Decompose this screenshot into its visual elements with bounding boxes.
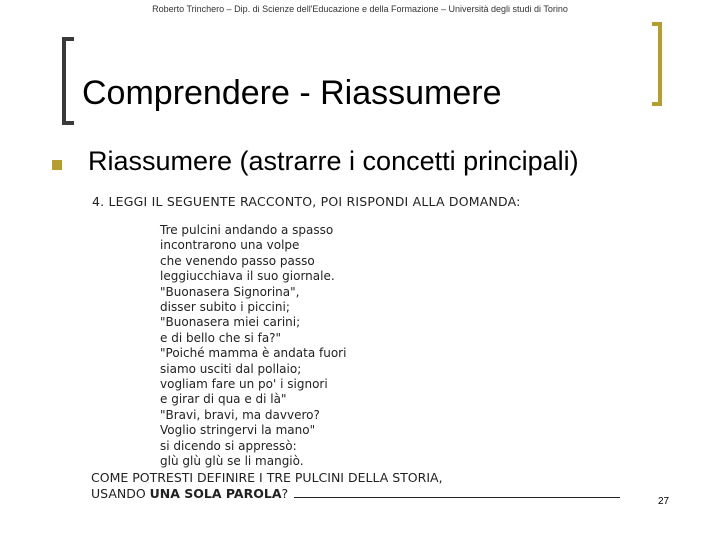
poem-line: si dicendo si appressò: [160, 438, 297, 453]
poem-line: "Poiché mamma è andata fuori [160, 346, 347, 361]
bullet-text: Riassumere (astrarre i concetti principali) [88, 146, 579, 176]
title-bracket-right [652, 22, 662, 106]
poem-line: "Buonasera Signorina", [160, 284, 300, 299]
answer-blank [294, 487, 620, 498]
question-emphasis: UNA SOLA PAROLA [149, 486, 282, 501]
poem-line: e di bello che si fa?" [160, 330, 282, 345]
poem-line: Tre pulcini andando a spasso [160, 223, 334, 237]
poem-line: e girar di qua e di là" [160, 392, 287, 407]
poem-line: "Buonasera miei carini; [160, 315, 301, 330]
poem-line: glù glù glù se li mangiò. [160, 454, 304, 469]
slide-title: Comprendere - Riassumere [82, 74, 502, 112]
slide-header: Roberto Trinchero – Dip. di Scienze dell'Educazione e della Formazione – Università degli studi di Torino [152, 4, 568, 14]
title-bracket-left [62, 37, 74, 125]
poem-line: che venendo passo passo [160, 253, 315, 268]
question-line-2 [91, 486, 620, 502]
square-bullet-icon [52, 160, 62, 170]
question-line-1: COME POTRESTI DEFINIRE I TRE PULCINI DELLA STORIA, [91, 470, 443, 485]
poem-line: vogliam fare un po' i signori [160, 377, 328, 392]
poem-line: disser subito i piccini; [160, 300, 290, 315]
poem-line: siamo usciti dal pollaio; [160, 361, 302, 376]
page-number: 27 [658, 496, 670, 507]
exercise-question [91, 470, 620, 502]
poem-line: Voglio stringervi la mano" [160, 423, 316, 438]
question-prefix: USANDO [91, 486, 150, 501]
poem-line: "Bravi, bravi, ma davvero? [160, 407, 320, 422]
exercise-image [88, 192, 628, 510]
exercise-heading: 4. LEGGI IL SEGUENTE RACCONTO, POI RISPONDI ALLA DOMANDA: [92, 194, 521, 209]
poem [160, 223, 346, 470]
question-mark: ? [281, 486, 289, 501]
poem-line: leggiucchiava il suo giornale. [160, 269, 335, 284]
poem-line: incontrarono una volpe [160, 238, 300, 253]
